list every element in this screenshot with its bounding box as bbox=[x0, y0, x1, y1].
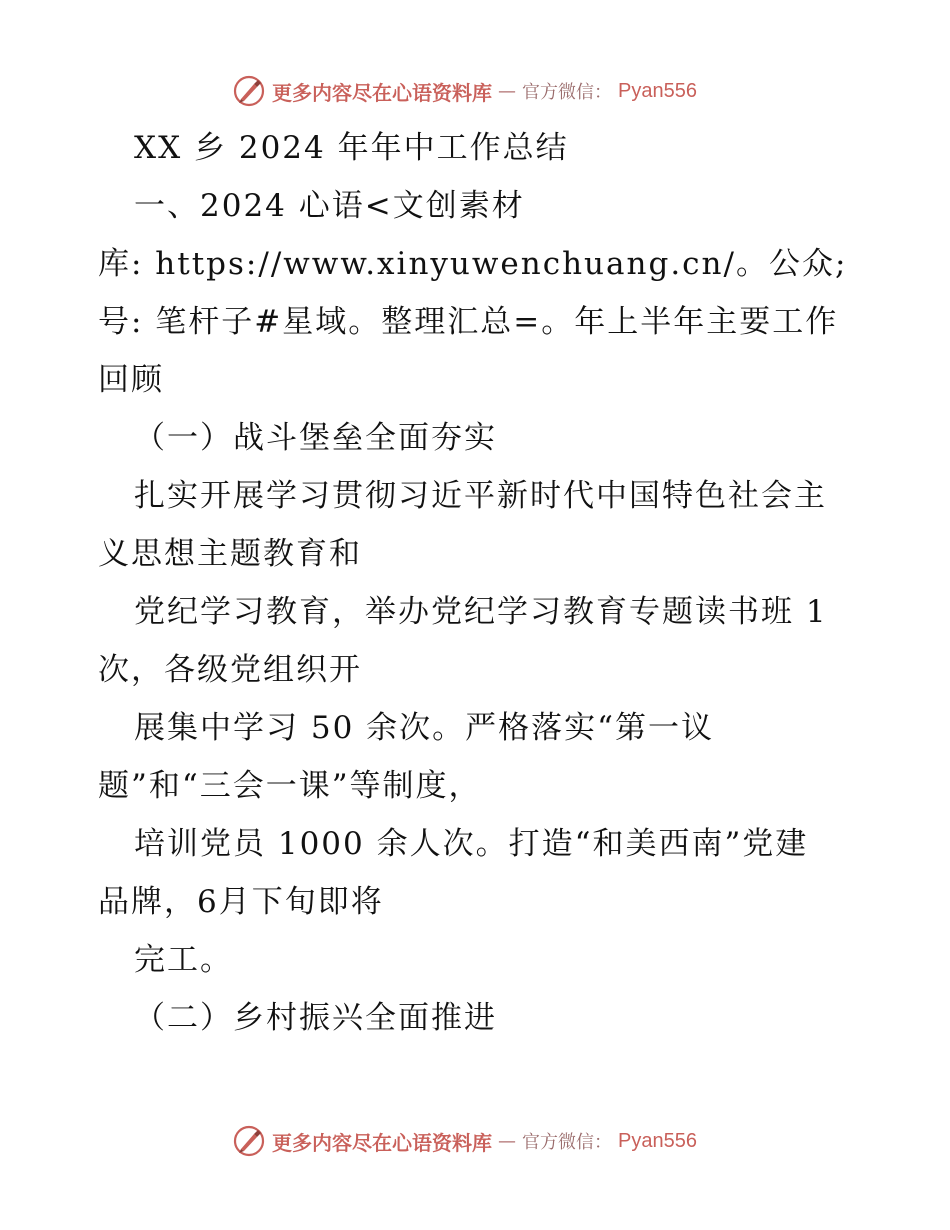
watermark-dash: — bbox=[498, 80, 516, 102]
pen-logo-icon bbox=[232, 74, 266, 108]
header-watermark bbox=[232, 74, 697, 108]
text-line: 展集中学习 50 余次。严格落实“第一议 bbox=[134, 710, 715, 746]
text-line: 扎实开展学习贯彻习近平新时代中国特色社会主 bbox=[134, 478, 827, 514]
text-line: 品牌，6月下旬即将 bbox=[98, 884, 384, 920]
text-line: 党纪学习教育，举办党纪学习教育专题读书班 1 bbox=[134, 594, 828, 630]
text-line: 库: https://www.xinyuwenchuang.cn/。公众; bbox=[98, 246, 848, 282]
pen-logo-icon bbox=[232, 1124, 266, 1158]
text-line: 次，各级党组织开 bbox=[98, 652, 362, 688]
text-line: 号: 笔杆子#星域。整理汇总=。年上半年主要工作 bbox=[98, 304, 839, 340]
subsection-heading: （一）战斗堡垒全面夯实 bbox=[134, 420, 497, 456]
watermark-label: 官方微信： bbox=[522, 1132, 612, 1153]
watermark-text: 更多内容尽在心语资料库 bbox=[272, 1130, 492, 1155]
text-line: 完工。 bbox=[134, 942, 233, 978]
watermark-wechat-id: Pyan556 bbox=[618, 79, 697, 102]
subsection-heading: （二）乡村振兴全面推进 bbox=[134, 1000, 497, 1036]
text-line: 培训党员 1000 余人次。打造“和美西南”党建 bbox=[134, 826, 809, 862]
footer-watermark bbox=[232, 1124, 697, 1158]
doc-title: XX 乡 2024 年年中工作总结 bbox=[134, 130, 569, 166]
section-heading: 一、2024 心语<文创素材 bbox=[134, 188, 525, 224]
text-line: 回顾 bbox=[98, 362, 164, 398]
text-line: 义思想主题教育和 bbox=[98, 536, 362, 572]
watermark-label: 官方微信： bbox=[522, 82, 612, 103]
text-line: 题”和“三会一课”等制度， bbox=[98, 768, 482, 804]
watermark-dash: — bbox=[498, 1130, 516, 1152]
watermark-wechat-id: Pyan556 bbox=[618, 1129, 697, 1152]
watermark-text: 更多内容尽在心语资料库 bbox=[272, 80, 492, 105]
